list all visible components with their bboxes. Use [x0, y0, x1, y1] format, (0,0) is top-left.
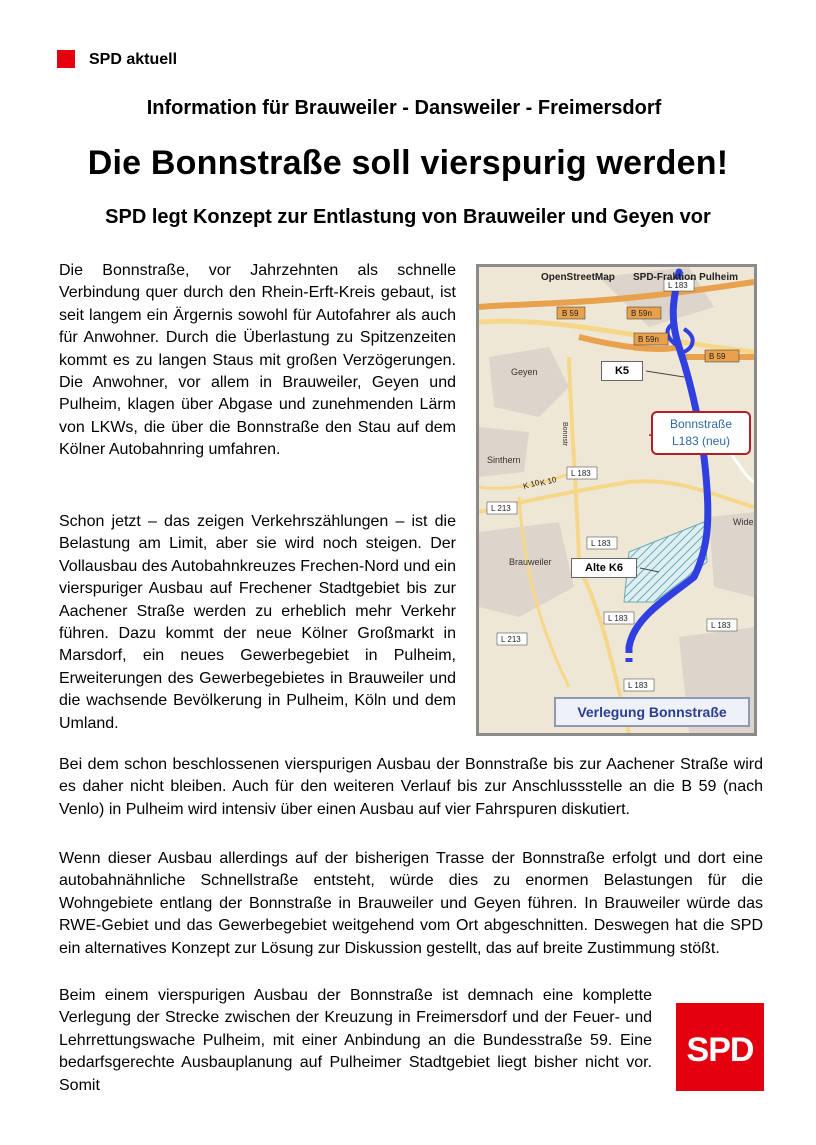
headline: Die Bonnstraße soll vierspurig werden!: [87, 144, 729, 182]
map-graphic: [479, 267, 754, 733]
callout-bonnstrasse-neu: [651, 411, 751, 455]
map-label-l213: L 213: [491, 504, 511, 513]
callout-line: L183 (neu): [671, 434, 731, 448]
map-label-k10: K 10: [522, 477, 541, 491]
article-paragraph: Die Bonnstraße, vor Jahrzehnten als schnelle Verbindung quer durch den Rhein-Erft-Kreis gebaut, ist seit langem ein Ärgernis sowohl für Autofahrer als auch für Anwohner. Durch die Überlastung zu Spitzenzeiten kommt es zu langen Staus mit großen Verzögerungen. Die Anwohner, vor allem in Brauweiler, Geyen und Pulheim, klagen über Abgase und zunehmenden Lärm von LKWs, die über die Bonnstraße den Stau auf dem Kölner Autobahnring umfahren.: [59, 262, 456, 459]
map-label-l213: L 213: [501, 635, 521, 644]
map-label-l183: L 183: [591, 539, 611, 548]
map-label-l183: L 183: [668, 281, 688, 290]
map-label-k10: K 10: [539, 474, 558, 488]
map-label-l183: L 183: [711, 621, 731, 630]
info-subhead: Information für Brauweiler - Dansweiler - Freimersdorf: [146, 97, 662, 119]
spd-logo: [676, 1003, 764, 1091]
article-paragraph: Schon jetzt – das zeigen Verkehrszählungen – ist die Belastung am Limit, aber sie wird noch steigen. Der Vollausbau des Autobahnkreuzes Frechen-Nord und ein vierspuriger Ausbau auf Frechener Stadtgebiet bis zur Aachener Straße werden zu erheblich mehr Verkehr führen. Dazu kommt der neue Kölner Großmarkt in Marsdorf, ein neues Gewerbegebiet in Pulheim, Erweiterungen des Gewerbegebietes in Brauweiler und die wachsende Bevölkerung in Pulheim, Köln und dem Umland.: [59, 513, 456, 732]
callout-line: Bonnstraße: [669, 417, 733, 431]
map-label-l183: L 183: [628, 681, 648, 690]
callout-alte-k6: Alte K6: [571, 558, 637, 578]
map-label-b59: B 59: [709, 352, 726, 361]
deck: SPD legt Konzept zur Entlastung von Brauweiler und Geyen vor: [105, 206, 711, 228]
map-attribution-osm: OpenStreetMap: [541, 272, 615, 283]
map-label-l183: L 183: [571, 469, 591, 478]
map-label-l183: L 183: [608, 614, 628, 623]
map-label-b59n: B 59n: [638, 335, 659, 344]
spd-red-square-icon: [57, 50, 75, 68]
map-label-sinthern: Sinthern: [487, 455, 521, 465]
section-tag: SPD aktuell: [89, 51, 178, 68]
map-caption: Verlegung Bonnstraße: [554, 697, 750, 727]
map-label-b59: B 59: [562, 309, 579, 318]
callout-k5: K5: [601, 361, 643, 381]
article-paragraph: Bei dem schon beschlossenen vierspurigen Ausbau der Bonnstraße bis zur Aachener Straße wird es daher nicht bleiben. Auch für den weiteren Verlauf bis zur Anschlussstelle an die B 59 (nach Venlo) in Pulheim wird intensiv über einen Ausbau auf vier Fahrspuren diskutiert.: [59, 756, 763, 818]
map-label-geyen: Geyen: [511, 367, 538, 377]
article-paragraph: Beim einem vierspurigen Ausbau der Bonnstraße ist demnach eine komplette Verlegung der Strecke zwischen der Kreuzung in Freimersdorf und der Feuer- und Lehrrettungswache Pulheim, mit einer Anbindung an die Bundesstraße 59. Eine bedarfsgerechte Ausbauplanung auf Pulheimer Stadtgebiet liegt bisher nicht vor. Somit: [59, 987, 652, 1094]
map-label-bonnstr: Bonnstr: [561, 422, 568, 447]
map-label-b59n: B 59n: [631, 309, 652, 318]
map-label-wide: Wide: [733, 517, 754, 527]
article-paragraph: Wenn dieser Ausbau allerdings auf der bisherigen Trasse der Bonnstraße erfolgt und dort eine autobahnähnliche Schnellstraße entsteht, würde dies zu enormen Belastungen für die Wohngebiete entlang der Bonnstraße in Brauweiler und Geyen führen. In Brauweiler würde das RWE-Gebiet und das Gewerbegebiet weitgehend vom Ort abgeschnitten. Deswegen hat die SPD ein alternatives Konzept zur Lösung zur Diskussion gestellt, das auf breite Zustimmung stößt.: [59, 850, 763, 957]
map-label-brauweiler: Brauweiler: [509, 557, 552, 567]
map-attribution-spd: SPD-Fraktion Pulheim: [633, 272, 739, 283]
spd-logo-text: SPD: [686, 1031, 754, 1069]
route-map: [476, 264, 757, 736]
